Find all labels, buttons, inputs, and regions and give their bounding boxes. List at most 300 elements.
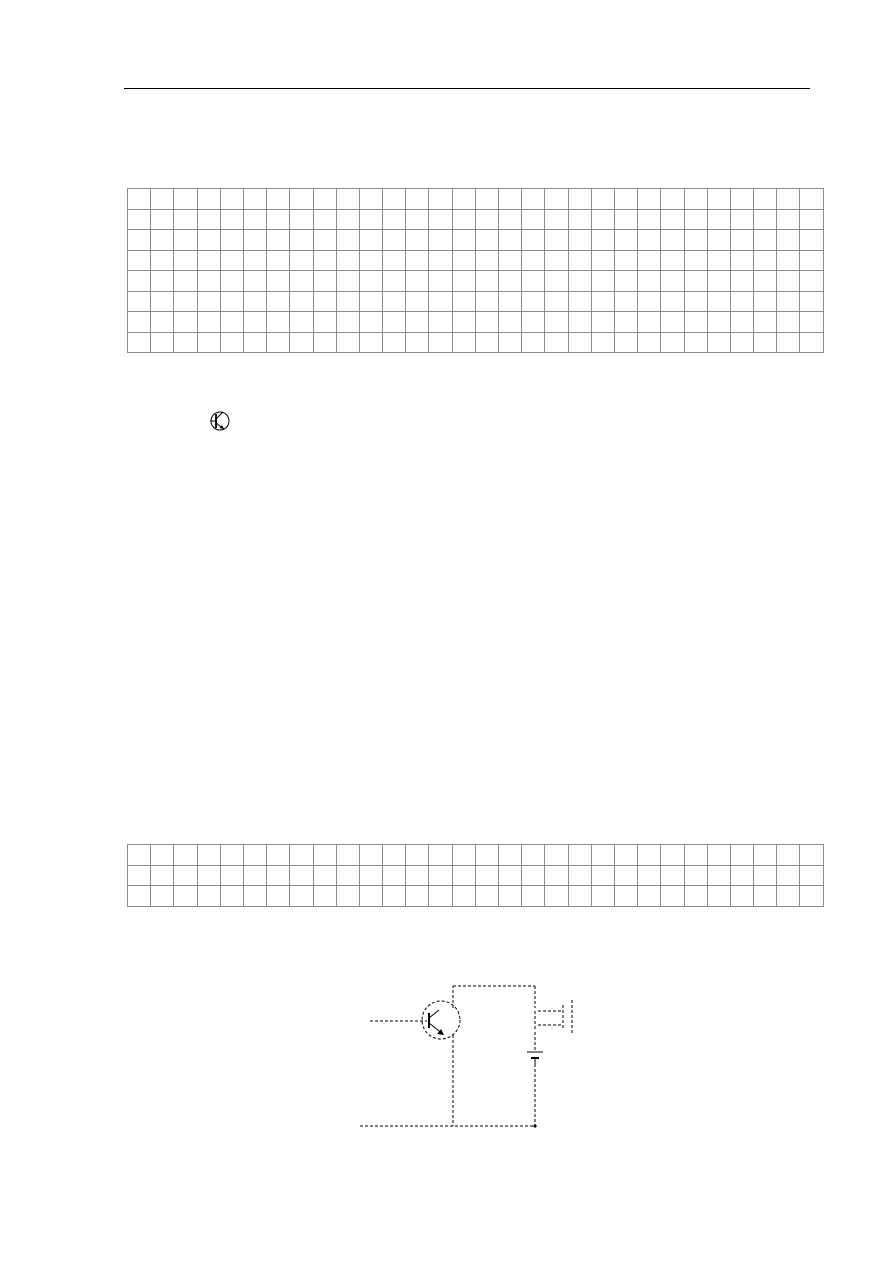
grid-cell (290, 230, 313, 251)
grid-cell (800, 292, 823, 313)
grid-cell (244, 210, 267, 231)
grid-cell (406, 312, 429, 333)
grid-cell (360, 210, 383, 231)
grid-cell (174, 251, 197, 272)
grid-cell (800, 210, 823, 231)
grid-cell (499, 845, 522, 866)
grid-cell (661, 230, 684, 251)
grid-cell (314, 312, 337, 333)
grid-cell (267, 210, 290, 231)
grid-cell (499, 312, 522, 333)
grid-cell (198, 845, 221, 866)
grid-cell (545, 333, 568, 354)
grid-cell (800, 845, 823, 866)
grid-cell (221, 845, 244, 866)
grid-cell (360, 251, 383, 272)
grid-cell (592, 271, 615, 292)
grid-cell (453, 333, 476, 354)
grid-cell (615, 189, 638, 210)
junction-dot (533, 1124, 536, 1127)
grid-cell (754, 271, 777, 292)
grid-cell (267, 845, 290, 866)
grid-cell (453, 886, 476, 907)
grid-cell (174, 866, 197, 887)
grid-cell (360, 866, 383, 887)
grid-cell (429, 886, 452, 907)
grid-cell (545, 189, 568, 210)
grid-cell (708, 230, 731, 251)
grid-cell (337, 312, 360, 333)
grid-cell (221, 230, 244, 251)
grid-cell (337, 189, 360, 210)
grid-cell (615, 312, 638, 333)
grid-cell (545, 886, 568, 907)
grid-cell (244, 333, 267, 354)
grid-cell (290, 312, 313, 333)
grid-cell (708, 312, 731, 333)
grid-cell (638, 292, 661, 313)
grid-cell (638, 230, 661, 251)
grid-cell (569, 292, 592, 313)
grid-cell (360, 886, 383, 907)
grid-cell (731, 210, 754, 231)
grid-cell (522, 230, 545, 251)
grid-cell (383, 230, 406, 251)
grid-cell (174, 210, 197, 231)
grid-cell (522, 251, 545, 272)
grid-cell (290, 189, 313, 210)
grid-cell (429, 845, 452, 866)
grid-cell (777, 292, 800, 313)
answer-grid-top (127, 188, 824, 353)
grid-cell (198, 230, 221, 251)
header-rule (124, 88, 810, 89)
grid-cell (174, 189, 197, 210)
grid-cell (290, 251, 313, 272)
grid-cell (522, 292, 545, 313)
grid-cell (777, 886, 800, 907)
grid-cell (615, 230, 638, 251)
grid-cell (151, 271, 174, 292)
grid-cell (499, 271, 522, 292)
grid-cell (569, 210, 592, 231)
grid-cell (592, 886, 615, 907)
grid-cell (221, 251, 244, 272)
grid-cell (476, 189, 499, 210)
grid-cell (499, 292, 522, 313)
grid-cell (198, 292, 221, 313)
grid-cell (569, 271, 592, 292)
grid-cell (476, 845, 499, 866)
grid-cell (360, 292, 383, 313)
grid-cell (476, 230, 499, 251)
grid-cell (615, 333, 638, 354)
grid-cell (360, 312, 383, 333)
grid-cell (267, 333, 290, 354)
grid-cell (267, 292, 290, 313)
grid-cell (731, 230, 754, 251)
grid-cell (708, 333, 731, 354)
grid-cell (151, 866, 174, 887)
grid-cell (569, 866, 592, 887)
grid-cell (198, 189, 221, 210)
grid-cell (267, 866, 290, 887)
grid-cell (128, 845, 151, 866)
grid-cell (244, 845, 267, 866)
grid-cell (453, 210, 476, 231)
grid-cell (685, 271, 708, 292)
grid-cell (476, 251, 499, 272)
grid-cell (406, 886, 429, 907)
grid-cell (383, 333, 406, 354)
grid-cell (221, 312, 244, 333)
grid-cell (476, 886, 499, 907)
grid-cell (499, 210, 522, 231)
grid-cell (337, 333, 360, 354)
grid-cell (661, 312, 684, 333)
grid-cell (290, 886, 313, 907)
grid-cell (638, 251, 661, 272)
grid-cell (429, 312, 452, 333)
grid-cell (151, 230, 174, 251)
grid-cell (476, 292, 499, 313)
grid-cell (221, 189, 244, 210)
grid-cell (406, 292, 429, 313)
grid-cell (731, 251, 754, 272)
grid-cell (406, 333, 429, 354)
grid-cell (777, 866, 800, 887)
grid-cell (522, 312, 545, 333)
grid-cell (661, 886, 684, 907)
grid-cell (360, 845, 383, 866)
grid-cell (174, 886, 197, 907)
grid-cell (406, 271, 429, 292)
grid-cell (267, 312, 290, 333)
grid-cell (499, 251, 522, 272)
grid-cell (337, 230, 360, 251)
grid-cell (174, 271, 197, 292)
grid-cell (221, 292, 244, 313)
grid-cell (221, 886, 244, 907)
grid-cell (685, 866, 708, 887)
grid-cell (429, 251, 452, 272)
grid-cell (476, 210, 499, 231)
grid-cell (476, 312, 499, 333)
grid-cell (221, 210, 244, 231)
grid-cell (198, 312, 221, 333)
grid-cell (453, 866, 476, 887)
grid-cell (244, 251, 267, 272)
grid-cell (128, 210, 151, 231)
grid-cell (174, 312, 197, 333)
grid-cell (499, 189, 522, 210)
grid-cell (221, 333, 244, 354)
grid-cell (151, 845, 174, 866)
grid-cell (429, 271, 452, 292)
grid-cell (545, 292, 568, 313)
grid-cell (592, 189, 615, 210)
grid-cell (638, 333, 661, 354)
grid-cell (337, 845, 360, 866)
grid-cell (198, 271, 221, 292)
grid-cell (290, 866, 313, 887)
grid-cell (685, 189, 708, 210)
grid-cell (638, 189, 661, 210)
grid-cell (777, 333, 800, 354)
grid-cell (708, 866, 731, 887)
grid-cell (615, 886, 638, 907)
grid-cell (151, 189, 174, 210)
grid-cell (685, 845, 708, 866)
grid-cell (476, 866, 499, 887)
grid-cell (128, 271, 151, 292)
grid-cell (777, 271, 800, 292)
grid-cell (314, 230, 337, 251)
grid-cell (569, 845, 592, 866)
grid-cell (221, 271, 244, 292)
grid-cell (360, 230, 383, 251)
grid-cell (453, 312, 476, 333)
grid-cell (708, 271, 731, 292)
grid-cell (151, 210, 174, 231)
grid-cell (685, 312, 708, 333)
grid-cell (128, 230, 151, 251)
grid-cell (545, 210, 568, 231)
grid-cell (731, 886, 754, 907)
grid-cell (221, 866, 244, 887)
grid-cell (592, 230, 615, 251)
grid-cell (731, 292, 754, 313)
grid-cell (661, 845, 684, 866)
grid-cell (754, 886, 777, 907)
grid-cell (383, 866, 406, 887)
grid-cell (638, 271, 661, 292)
grid-cell (615, 292, 638, 313)
grid-cell (661, 271, 684, 292)
grid-cell (383, 312, 406, 333)
grid-cell (569, 886, 592, 907)
grid-cell (685, 886, 708, 907)
grid-cell (290, 292, 313, 313)
grid-cell (569, 333, 592, 354)
grid-cell (453, 251, 476, 272)
grid-cell (267, 271, 290, 292)
grid-cell (731, 845, 754, 866)
grid-cell (545, 312, 568, 333)
grid-cell (244, 189, 267, 210)
grid-cell (314, 292, 337, 313)
grid-cell (754, 866, 777, 887)
grid-cell (198, 886, 221, 907)
grid-cell (453, 230, 476, 251)
grid-cell (731, 312, 754, 333)
grid-cell (661, 189, 684, 210)
grid-cell (314, 189, 337, 210)
grid-cell (708, 189, 731, 210)
grid-cell (754, 251, 777, 272)
grid-cell (661, 333, 684, 354)
grid-cell (174, 333, 197, 354)
grid-cell (151, 886, 174, 907)
grid-cell (592, 312, 615, 333)
grid-cell (592, 251, 615, 272)
grid-cell (383, 271, 406, 292)
grid-cell (661, 210, 684, 231)
grid-cell (198, 333, 221, 354)
grid-cell (708, 845, 731, 866)
grid-cell (337, 866, 360, 887)
grid-cell (267, 886, 290, 907)
grid-cell (128, 251, 151, 272)
grid-cell (383, 210, 406, 231)
grid-cell (592, 866, 615, 887)
grid-cell (244, 312, 267, 333)
grid-cell (708, 210, 731, 231)
grid-cell (476, 333, 499, 354)
grid-cell (314, 210, 337, 231)
grid-cell (754, 189, 777, 210)
grid-cell (453, 189, 476, 210)
grid-cell (754, 292, 777, 313)
grid-cell (499, 333, 522, 354)
grid-cell (453, 292, 476, 313)
grid-cell (800, 251, 823, 272)
grid-cell (151, 312, 174, 333)
grid-cell (800, 312, 823, 333)
grid-cell (569, 251, 592, 272)
grid-cell (661, 292, 684, 313)
grid-cell (754, 230, 777, 251)
grid-cell (615, 210, 638, 231)
grid-cell (174, 230, 197, 251)
grid-cell (638, 866, 661, 887)
grid-cell (406, 210, 429, 231)
grid-cell (406, 251, 429, 272)
grid-cell (314, 271, 337, 292)
grid-cell (545, 866, 568, 887)
grid-cell (406, 189, 429, 210)
grid-cell (128, 333, 151, 354)
answer-grid-bottom (127, 844, 824, 907)
grid-cell (731, 866, 754, 887)
grid-cell (244, 292, 267, 313)
grid-cell (151, 251, 174, 272)
grid-cell (453, 271, 476, 292)
grid-cell (754, 333, 777, 354)
grid-cell (499, 886, 522, 907)
grid-cell (708, 886, 731, 907)
grid-cell (731, 189, 754, 210)
grid-cell (290, 271, 313, 292)
grid-cell (198, 866, 221, 887)
grid-cell (360, 189, 383, 210)
grid-cell (592, 210, 615, 231)
grid-cell (777, 230, 800, 251)
grid-cell (661, 866, 684, 887)
grid-cell (731, 333, 754, 354)
grid-cell (290, 210, 313, 231)
grid-cell (638, 886, 661, 907)
circuit-diagram (355, 980, 595, 1135)
grid-cell (800, 271, 823, 292)
grid-cell (754, 210, 777, 231)
grid-cell (383, 189, 406, 210)
grid-cell (337, 210, 360, 231)
grid-cell (128, 189, 151, 210)
grid-cell (337, 271, 360, 292)
grid-cell (453, 845, 476, 866)
grid-cell (638, 210, 661, 231)
grid-cell (383, 251, 406, 272)
grid-cell (615, 845, 638, 866)
grid-cell (800, 230, 823, 251)
grid-cell (685, 210, 708, 231)
grid-cell (592, 292, 615, 313)
grid-cell (290, 845, 313, 866)
grid-cell (174, 292, 197, 313)
grid-cell (545, 845, 568, 866)
grid-cell (244, 866, 267, 887)
grid-cell (708, 292, 731, 313)
grid-cell (476, 271, 499, 292)
grid-cell (337, 292, 360, 313)
grid-cell (545, 230, 568, 251)
grid-cell (800, 189, 823, 210)
grid-cell (244, 271, 267, 292)
grid-cell (267, 251, 290, 272)
grid-cell (708, 251, 731, 272)
grid-cell (800, 886, 823, 907)
grid-cell (314, 845, 337, 866)
grid-cell (314, 333, 337, 354)
grid-cell (406, 230, 429, 251)
grid-cell (267, 230, 290, 251)
grid-cell (499, 866, 522, 887)
grid-cell (754, 845, 777, 866)
grid-cell (383, 292, 406, 313)
grid-cell (290, 333, 313, 354)
grid-cell (615, 251, 638, 272)
grid-cell (638, 845, 661, 866)
grid-cell (754, 312, 777, 333)
grid-cell (569, 230, 592, 251)
grid-cell (777, 251, 800, 272)
grid-cell (685, 292, 708, 313)
grid-cell (522, 210, 545, 231)
grid-cell (777, 189, 800, 210)
grid-cell (522, 189, 545, 210)
grid-cell (429, 333, 452, 354)
grid-cell (198, 251, 221, 272)
grid-cell (429, 189, 452, 210)
npn-transistor-icon (208, 408, 232, 434)
grid-cell (777, 845, 800, 866)
grid-cell (314, 251, 337, 272)
grid-cell (569, 312, 592, 333)
grid-cell (685, 251, 708, 272)
grid-cell (360, 271, 383, 292)
grid-cell (638, 312, 661, 333)
grid-cell (406, 866, 429, 887)
grid-cell (592, 845, 615, 866)
grid-cell (522, 886, 545, 907)
grid-cell (383, 886, 406, 907)
grid-cell (128, 866, 151, 887)
grid-cell (545, 271, 568, 292)
grid-cell (337, 886, 360, 907)
grid-cell (429, 210, 452, 231)
grid-cell (314, 886, 337, 907)
